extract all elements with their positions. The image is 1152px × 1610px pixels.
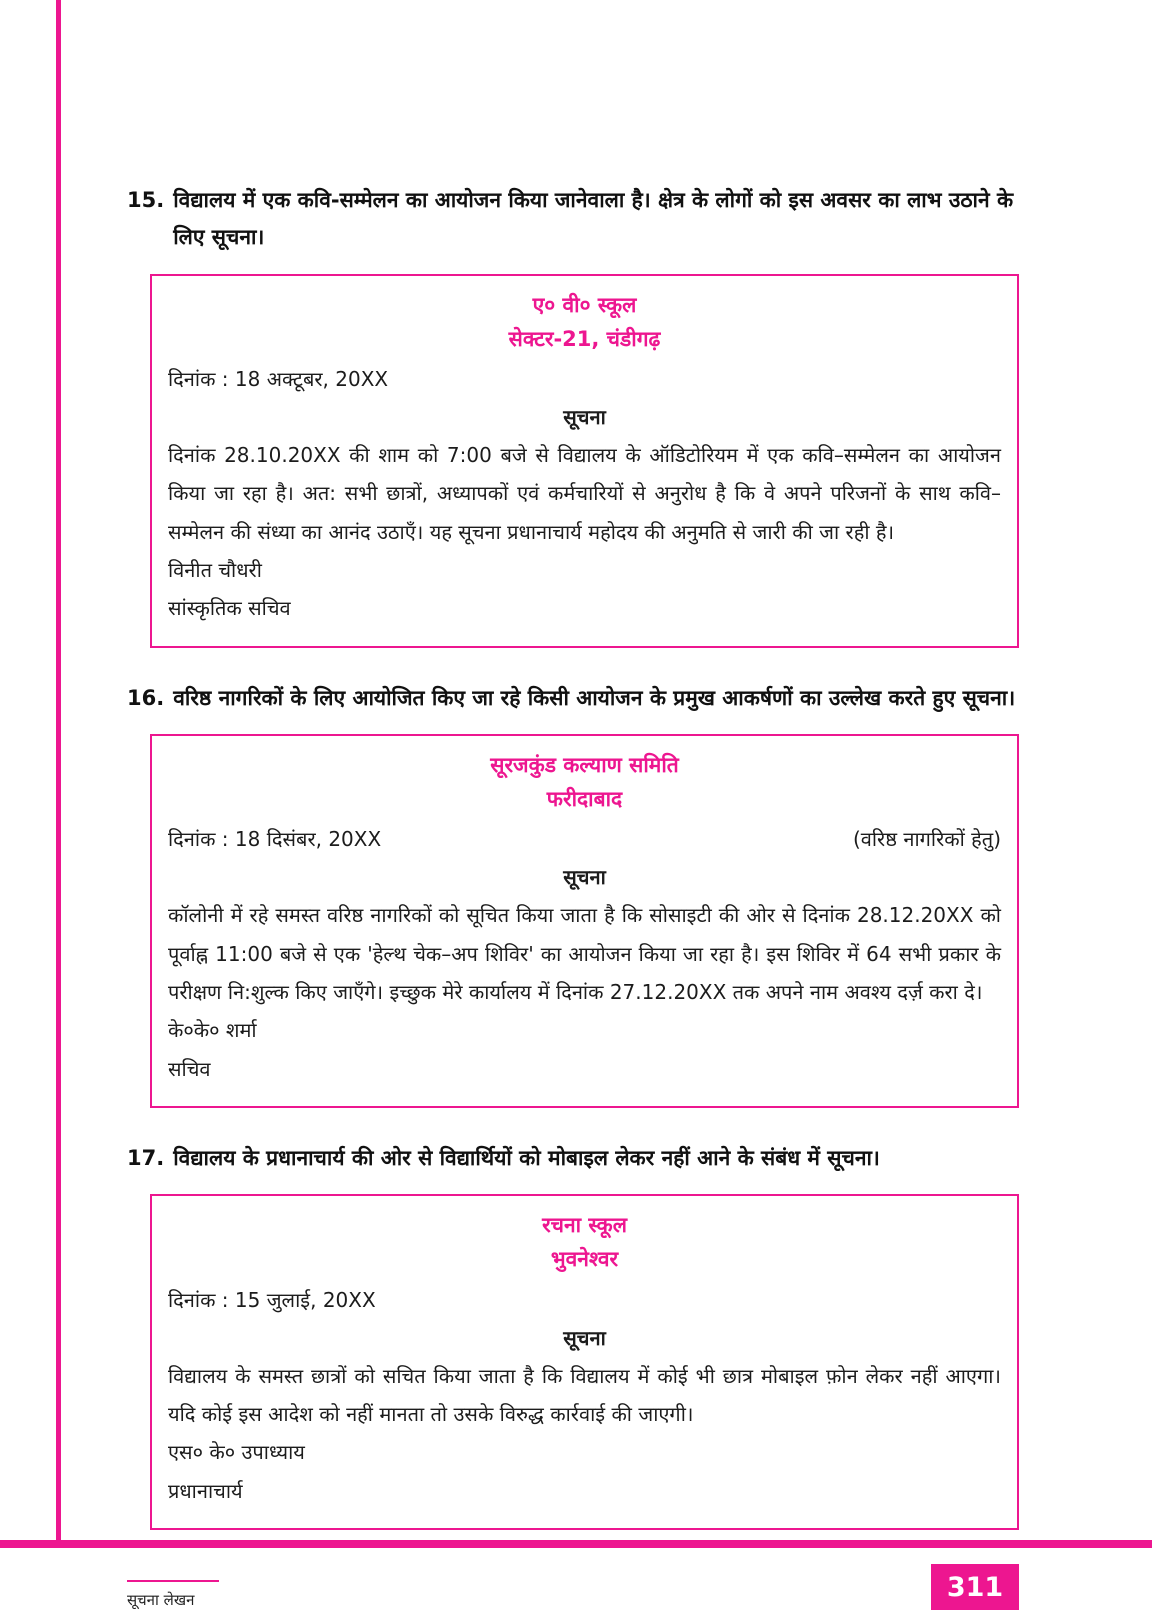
- notice-audience: (वरिष्ठ नागरिकों हेतु): [852, 827, 1001, 852]
- notice-signatory: एस० के० उपाध्याय: [168, 1440, 305, 1465]
- footer-label: सूचना लेखन: [127, 1591, 195, 1610]
- notice-designation: सांस्कृतिक सचिव: [168, 596, 291, 621]
- notice-body: विद्यालय के समस्त छात्रों को सचित किया जाता है कि विद्यालय में कोई भी छात्र मोबाइल फ़ोन लेकर नहीं आएगा। यदि कोई इस आदेश को नहीं मानता तो उसके विरुद्ध कार्रवाई की जाएगी।: [168, 1363, 1001, 1426]
- notice-designation: सचिव: [168, 1056, 211, 1081]
- notice-date: दिनांक : 18 दिसंबर, 20XX: [168, 827, 382, 852]
- notice-box: [150, 274, 1019, 648]
- exercise-item-15: [127, 182, 1019, 648]
- notice-body: कॉलोनी में रहे समस्त वरिष्ठ नागरिकों को सूचित किया जाता है कि सोसाइटी की ओर से दिनांक 28.12.20XX को पूर्वाह्न 11:00 बजे से एक 'हेल्थ चेक–अप शिविर' का आयोजन किया जा रहा है। इस शिविर में 64 सभी प्रकार के परीक्षण नि:शुल्क किए जाएँगे। इच्छुक मेरे कार्यालय में दिनांक 27.12.20XX तक अपने नाम अवश्य दर्ज़ करा दे।: [168, 903, 1001, 1004]
- notice-date: दिनांक : 15 जुलाई, 20XX: [168, 1287, 376, 1312]
- notice-box: [150, 734, 1019, 1108]
- page-content: [127, 182, 1019, 1610]
- exercise-item-17: [127, 1140, 1019, 1530]
- exercise-item-16: [127, 680, 1019, 1108]
- question-text: वरिष्ठ नागरिकों के लिए आयोजित किए जा रहे किसी आयोजन के प्रमुख आकर्षणों का उल्लेख करते हुए सूचना।: [173, 685, 1016, 710]
- notice-org-name: रचना स्कूल: [542, 1213, 627, 1238]
- footer-accent-rule: [127, 1580, 219, 1582]
- notice-title: सूचना: [563, 1325, 606, 1350]
- notice-designation: प्रधानाचार्य: [168, 1478, 243, 1503]
- notice-date-row: [168, 1281, 1001, 1319]
- notice-org-place: सेक्टर-21, चंडीगढ़: [508, 326, 661, 351]
- notice-date: दिनांक : 18 अक्टूबर, 20XX: [168, 366, 389, 391]
- question-number: 17.: [127, 1146, 165, 1171]
- notice-title: सूचना: [563, 404, 606, 429]
- notice-signatory: के०के० शर्मा: [168, 1018, 257, 1043]
- question-text: विद्यालय में एक कवि-सम्मेलन का आयोजन किया जानेवाला है। क्षेत्र के लोगों को इस अवसर का लाभ उठाने के लिए सूचना।: [173, 188, 1014, 250]
- notice-date-row: [168, 820, 1001, 858]
- page-number-badge: 311: [931, 1564, 1019, 1610]
- question-row: [127, 680, 1019, 717]
- notice-title: सूचना: [563, 865, 606, 890]
- notice-org-place: भुवनेश्वर: [550, 1247, 619, 1272]
- footer-section-label: [127, 1580, 219, 1610]
- notice-body: दिनांक 28.10.20XX की शाम को 7:00 बजे से विद्यालय के ऑडिटोरियम में एक कवि–सम्मेलन का आयोजन किया जा रहा है। अत: सभी छात्रों, अध्यापकों एवं कर्मचारियों से अनुरोध है कि वे अपने परिजनों के साथ कवि–सम्मेलन की संध्या का आनंद उठाएँ। यह सूचना प्रधानाचार्य महोदय की अनुमति से जारी की जा रही है।: [168, 442, 1001, 544]
- question-row: [127, 1140, 1019, 1177]
- page-footer: [127, 1564, 1019, 1610]
- notice-org-place: फरीदाबाद: [546, 787, 623, 812]
- notice-org-name: सूरजकुंड कल्याण समिति: [490, 753, 679, 778]
- question-row: [127, 182, 1019, 257]
- notice-box: [150, 1194, 1019, 1530]
- notice-signatory: विनीत चौधरी: [168, 557, 262, 582]
- question-number: 16.: [127, 685, 165, 710]
- question-number: 15.: [127, 188, 165, 212]
- notice-date-row: [168, 360, 1001, 398]
- left-accent-rule: [56, 0, 61, 1548]
- notice-org-name: ए० वी० स्कूल: [532, 292, 637, 317]
- question-text: विद्यालय के प्रधानाचार्य की ओर से विद्यार्थियों को मोबाइल लेकर नहीं आने के संबंध में सूचना।: [173, 1146, 880, 1171]
